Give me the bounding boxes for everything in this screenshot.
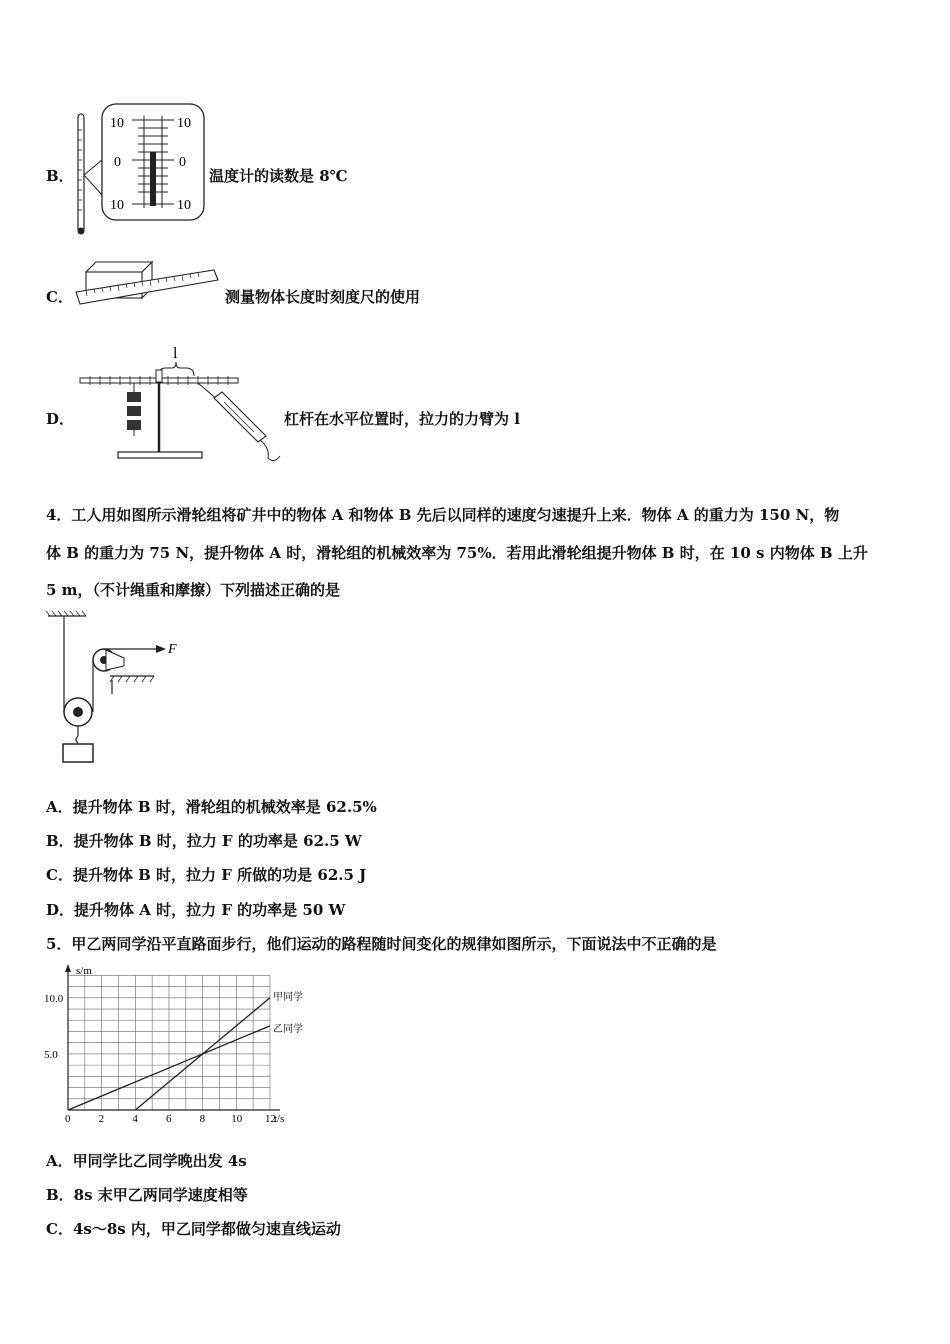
therm-label: 0 <box>179 155 186 170</box>
q4-option-d: D．提升物体 A 时，拉力 F 的功率是 50 W <box>46 901 346 919</box>
therm-label: 10 <box>177 116 191 131</box>
s-t-chart <box>42 960 303 1125</box>
chart-grid <box>68 975 270 1110</box>
therm-label: 10 <box>110 116 124 131</box>
option-letter-c: C． <box>46 288 73 306</box>
x-tick-label: 10 <box>231 1113 243 1125</box>
y-tick-label: 5.0 <box>44 1048 58 1061</box>
q4-stem-line-1: 4．工人用如图所示滑轮组将矿井中的物体 A 和物体 B 先后以同样的速度匀速提升上来．物体 A 的重力为 150 N，物 <box>46 506 840 524</box>
option-b-text: 温度计的读数是 8℃ <box>209 167 348 185</box>
x-tick-label: 6 <box>165 1113 172 1125</box>
mercury-column <box>150 152 156 206</box>
lever-arm-label: l <box>173 345 178 362</box>
option-d-text: 杠杆在水平位置时，拉力的力臂为 l <box>284 410 520 428</box>
q5-option-a: A．甲同学比乙同学晚出发 4s <box>46 1152 247 1170</box>
q4-stem-line-2: 体 B 的重力为 75 N，提升物体 A 时，滑轮组的机械效率为 75%．若用此滑轮组提升物体 B 时，在 10 s 内物体 B 上升 <box>46 544 868 562</box>
thermometer-figure <box>74 100 209 240</box>
lever-figure <box>74 340 284 466</box>
x-tick-label: 0 <box>65 1113 71 1125</box>
x-tick-label: 8 <box>199 1113 206 1125</box>
q5-option-b: B．8s 末甲乙两同学速度相等 <box>46 1186 248 1204</box>
option-c-text: 测量物体长度时刻度尺的使用 <box>225 288 421 306</box>
option-letter-d: D． <box>46 410 75 428</box>
force-arrow-icon <box>156 645 166 653</box>
force-label: F <box>168 642 177 657</box>
series-label: 乙同学 <box>272 1023 303 1035</box>
x-tick-label: 12 <box>264 1113 276 1125</box>
x-tick-label: 2 <box>98 1113 105 1125</box>
series-label: 甲同学 <box>272 991 303 1003</box>
x-tick-label: 4 <box>132 1113 138 1125</box>
q4-option-c: C．提升物体 B 时，拉力 F 所做的功是 62.5 J <box>46 866 367 884</box>
q5-option-c: C．4s～8s 内，甲乙同学都做匀速直线运动 <box>46 1220 341 1238</box>
q4-option-b: B．提升物体 B 时，拉力 F 的功率是 62.5 W <box>46 832 362 850</box>
q4-option-a: A．提升物体 B 时，滑轮组的机械效率是 62.5% <box>46 798 377 816</box>
pulley-figure <box>44 610 194 770</box>
chart-axes <box>65 964 284 1125</box>
q5-stem: 5．甲乙两同学沿平直路面步行，他们运动的路程随时间变化的规律如图所示，下面说法中不正确的是 <box>46 935 717 953</box>
x-axis-label: t/s <box>273 1113 285 1125</box>
q4-stem-line-3: 5 m，（不计绳重和摩擦）下列描述正确的是 <box>46 581 341 599</box>
therm-label: 10 <box>110 198 124 213</box>
therm-label: 10 <box>177 198 191 213</box>
y-tick-label: 10.0 <box>44 992 64 1005</box>
option-letter-b: B． <box>46 167 74 185</box>
y-axis-arrow-icon <box>65 964 71 972</box>
therm-label: 0 <box>114 155 121 170</box>
y-axis-label: s/m <box>76 965 92 977</box>
ruler-figure <box>72 258 224 308</box>
